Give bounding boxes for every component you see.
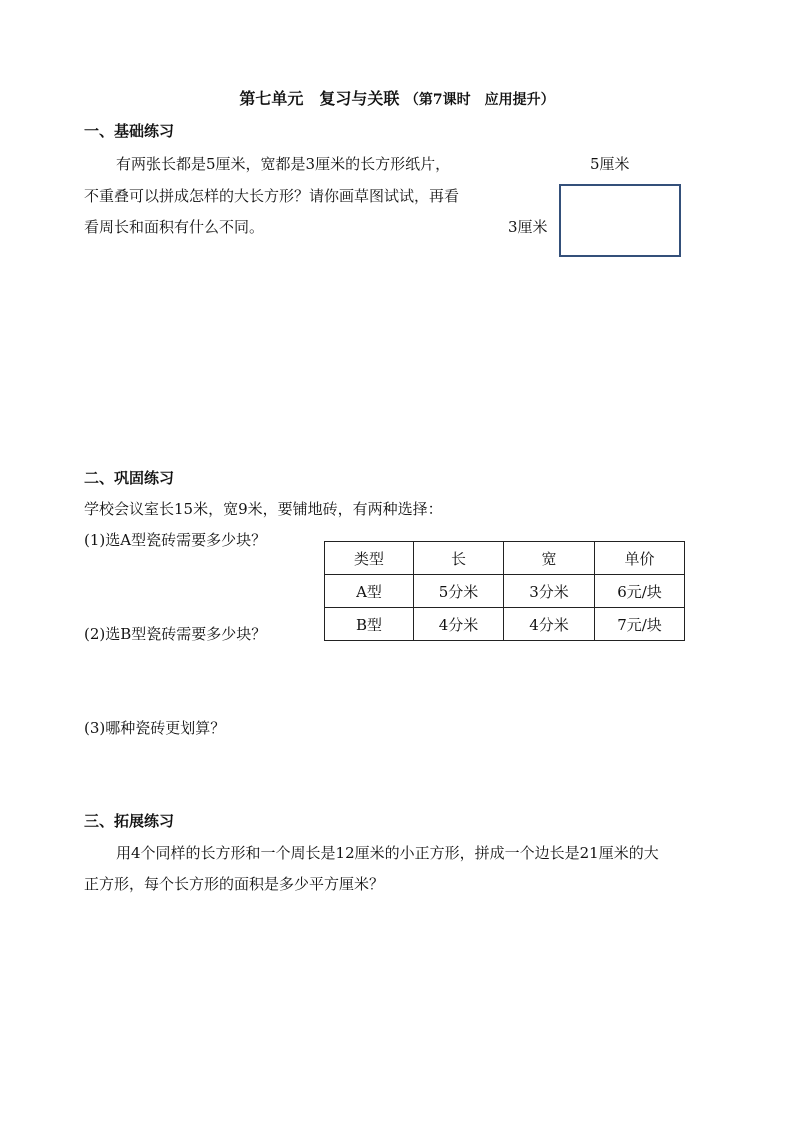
- section2-heading: 二、巩固练习: [84, 469, 175, 487]
- table-header-row: [325, 542, 685, 575]
- table-header-cell: 长: [414, 542, 504, 575]
- table-cell: 4分米: [414, 608, 504, 641]
- table-header-cell: 宽: [504, 542, 595, 575]
- rect-length-label: 5厘米: [590, 155, 630, 173]
- question-2: (2)选B型瓷砖需要多少块？: [84, 625, 267, 643]
- title-sub: （第7课时 应用提升）: [404, 92, 555, 108]
- rect-width-label: 3厘米: [508, 218, 548, 236]
- rectangle-figure: [559, 184, 681, 257]
- tile-table: [324, 541, 685, 641]
- table-cell: 3分米: [504, 575, 595, 608]
- section2-intro: 学校会议室长15米，宽9米，要铺地砖，有两种选择：: [84, 500, 443, 518]
- question-3: (3)哪种瓷砖更划算？: [84, 719, 226, 737]
- section3-line-2: 正方形，每个长方形的面积是多少平方厘米？: [84, 875, 385, 893]
- page-title: [0, 86, 794, 109]
- question-1: (1)选A型瓷砖需要多少块？: [84, 531, 267, 549]
- section1-line-2: 不重叠可以拼成怎样的大长方形？请你画草图试试，再看: [84, 187, 460, 205]
- section1-line-1: 有两张长都是5厘米，宽都是3厘米的长方形纸片，: [116, 155, 451, 173]
- table-cell: 7元/块: [595, 608, 685, 641]
- table-cell: 4分米: [504, 608, 595, 641]
- table-header-cell: 单价: [595, 542, 685, 575]
- section1-line-3: 看周长和面积有什么不同。: [84, 218, 265, 236]
- title-main: 第七单元 复习与关联: [239, 89, 400, 108]
- table-cell: 5分米: [414, 575, 504, 608]
- table-cell: 6元/块: [595, 575, 685, 608]
- table-cell: B型: [325, 608, 414, 641]
- table-row: [325, 608, 685, 641]
- section3-line-1: 用4个同样的长方形和一个周长是12厘米的小正方形，拼成一个边长是21厘米的大: [116, 844, 659, 862]
- table-header-cell: 类型: [325, 542, 414, 575]
- table-row: [325, 575, 685, 608]
- section1-heading: 一、基础练习: [84, 122, 175, 140]
- table-cell: A型: [325, 575, 414, 608]
- section3-heading: 三、拓展练习: [84, 812, 175, 830]
